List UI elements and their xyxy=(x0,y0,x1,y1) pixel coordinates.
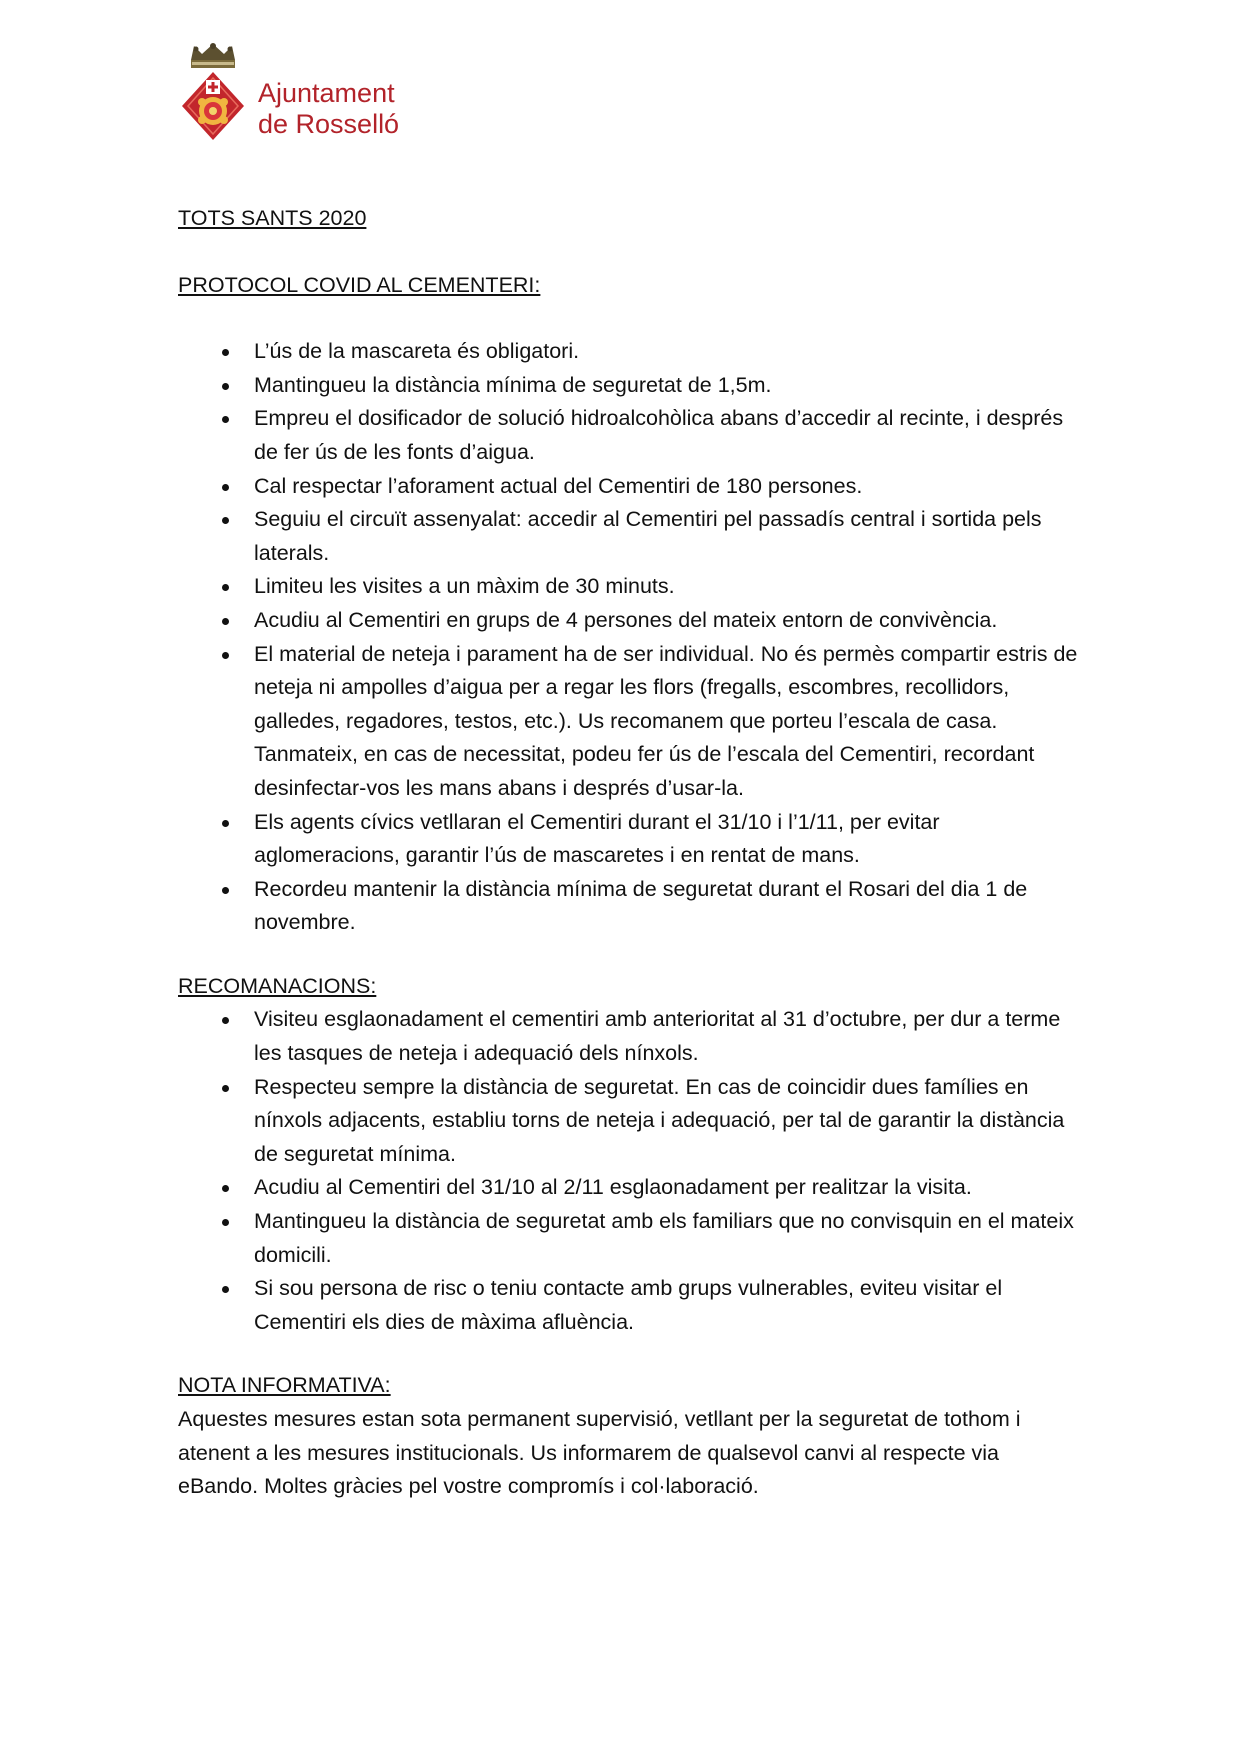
recommendations-heading: RECOMANACIONS: xyxy=(178,973,377,998)
logo-line-2: de Rosselló xyxy=(258,109,400,139)
protocol-item: El material de neteja i parament ha de ser individual. No és permès compartir estris de neteja ni ampolles d’aigua per a regar les flors (fregalls, escombres, recollidors, galledes, regadores, testos, etc.). Us recomanem que porteu l’escala de casa. Tanmateix, en cas de necessitat, podeu fer ús de l’escala del Cementiri, recordant desinfectar-vos les mans abans i després d’usar-la. xyxy=(178,638,1078,806)
recommendation-item: Acudiu al Cementiri del 31/10 al 2/11 esglaonadament per realitzar la visita. xyxy=(178,1171,1078,1205)
note-text: Aquestes mesures estan sota permanent supervisió, vetllant per la seguretat de tothom i atenent a les mesures institucionals. Us informarem de qualsevol canvi al respecte via eBando. Moltes gràcies pel vostre compromís i col·laboració. xyxy=(178,1407,1021,1499)
note-heading: NOTA INFORMATIVA: xyxy=(178,1373,391,1398)
protocol-item: Empreu el dosificador de solució hidroalcohòlica abans d’accedir al recinte, i després de fer ús de les fonts d’aigua. xyxy=(178,402,1078,469)
protocol-item: L’ús de la mascareta és obligatori. xyxy=(178,335,1078,369)
protocol-item: Els agents cívics vetllaran el Cementiri durant el 31/10 i l’1/11, per evitar aglomeracions, garantir l’ús de mascaretes i en rentat de mans. xyxy=(178,806,1078,873)
recommendations-list xyxy=(178,1003,1078,1339)
document-body xyxy=(178,202,1078,1504)
municipal-logo xyxy=(180,42,420,152)
recommendation-item: Si sou persona de risc o teniu contacte amb grups vulnerables, eviteu visitar el Cementiri els dies de màxima afluència. xyxy=(178,1272,1078,1339)
logo-line-1: Ajuntament xyxy=(258,78,395,108)
protocol-item: Recordeu mantenir la distància mínima de seguretat durant el Rosari del dia 1 de novembre. xyxy=(178,873,1078,940)
recommendation-item: Mantingueu la distància de seguretat amb els familiars que no convisquin en el mateix domicili. xyxy=(178,1205,1078,1272)
protocol-item: Limiteu les visites a un màxim de 30 minuts. xyxy=(178,570,1078,604)
coat-of-arms-icon xyxy=(180,42,256,148)
protocol-list xyxy=(178,335,1078,940)
recommendation-item: Visiteu esglaonadament el cementiri amb anterioritat al 31 d’octubre, per dur a terme les tasques de neteja i adequació dels nínxols. xyxy=(178,1003,1078,1070)
protocol-item: Acudiu al Cementiri en grups de 4 persones del mateix entorn de convivència. xyxy=(178,604,1078,638)
protocol-item: Seguiu el circuït assenyalat: accedir al Cementiri pel passadís central i sortida pels laterals. xyxy=(178,503,1078,570)
protocol-item: Cal respectar l’aforament actual del Cementiri de 180 persones. xyxy=(178,470,1078,504)
document-title: TOTS SANTS 2020 xyxy=(178,206,367,230)
recommendation-item: Respecteu sempre la distància de seguretat. En cas de coincidir dues famílies en nínxols adjacents, establiu torns de neteja i adequació, per tal de garantir la distància de seguretat mínima. xyxy=(178,1071,1078,1172)
protocol-item: Mantingueu la distància mínima de seguretat de 1,5m. xyxy=(178,369,1078,403)
protocol-heading: PROTOCOL COVID AL CEMENTERI: xyxy=(178,272,541,297)
